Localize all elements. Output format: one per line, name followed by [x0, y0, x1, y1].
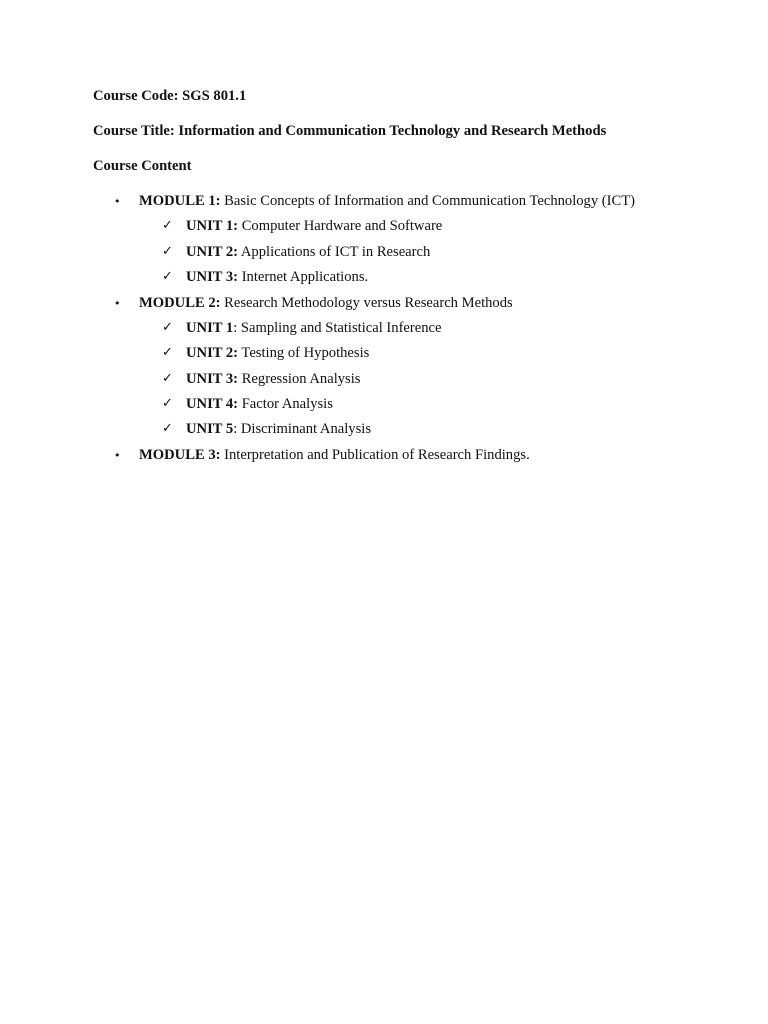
unit-label: UNIT 4: [186, 396, 239, 412]
unit-text [186, 344, 369, 362]
checkmark-icon: ✓ [162, 218, 173, 233]
checkmark-icon: ✓ [162, 371, 173, 386]
unit-text [186, 243, 430, 261]
bullet-icon: • [114, 195, 121, 208]
unit-label: UNIT 2: [186, 345, 239, 361]
unit-description: : Sampling and Statistical Inference [233, 320, 442, 336]
unit-label: UNIT 3: [186, 371, 239, 387]
module-description: Interpretation and Publication of Research Findings. [220, 447, 530, 463]
unit-label: UNIT 1: [186, 218, 239, 234]
bullet-icon: • [114, 297, 121, 310]
module-label: MODULE 1: [139, 193, 221, 209]
course-title: Course Title: Information and Communication Technology and Research Methods [93, 123, 607, 139]
module-text [139, 446, 530, 464]
unit-text [186, 319, 442, 337]
unit-description: Factor Analysis [238, 396, 333, 412]
unit-text [186, 268, 368, 286]
module-label: MODULE 3: [139, 447, 221, 463]
unit-label: UNIT 5 [186, 421, 234, 437]
bullet-icon: • [114, 449, 121, 462]
module-description: Basic Concepts of Information and Communication Technology (ICT) [220, 193, 636, 209]
checkmark-icon: ✓ [162, 269, 173, 284]
unit-description: : Discriminant Analysis [233, 421, 372, 437]
course-code: Course Code: SGS 801.1 [93, 88, 247, 104]
checkmark-icon: ✓ [162, 421, 173, 436]
checkmark-icon: ✓ [162, 320, 173, 335]
module-text [139, 294, 513, 312]
unit-description: Regression Analysis [238, 371, 361, 387]
unit-text [186, 370, 360, 388]
module-label: MODULE 2: [139, 295, 221, 311]
unit-text [186, 395, 333, 413]
unit-label: UNIT 3: [186, 269, 239, 285]
module-text [139, 192, 635, 210]
unit-description: Internet Applications. [238, 269, 369, 285]
course-content-heading: Course Content [93, 158, 192, 174]
unit-label: UNIT 1 [186, 320, 234, 336]
checkmark-icon: ✓ [162, 244, 173, 259]
unit-description: Applications of ICT in Research [238, 244, 431, 260]
unit-text [186, 420, 371, 438]
unit-text [186, 217, 442, 235]
module-description: Research Methodology versus Research Methods [220, 295, 513, 311]
checkmark-icon: ✓ [162, 345, 173, 360]
unit-description: Testing of Hypothesis [238, 345, 370, 361]
unit-label: UNIT 2: [186, 244, 239, 260]
checkmark-icon: ✓ [162, 396, 173, 411]
unit-description: Computer Hardware and Software [238, 218, 443, 234]
